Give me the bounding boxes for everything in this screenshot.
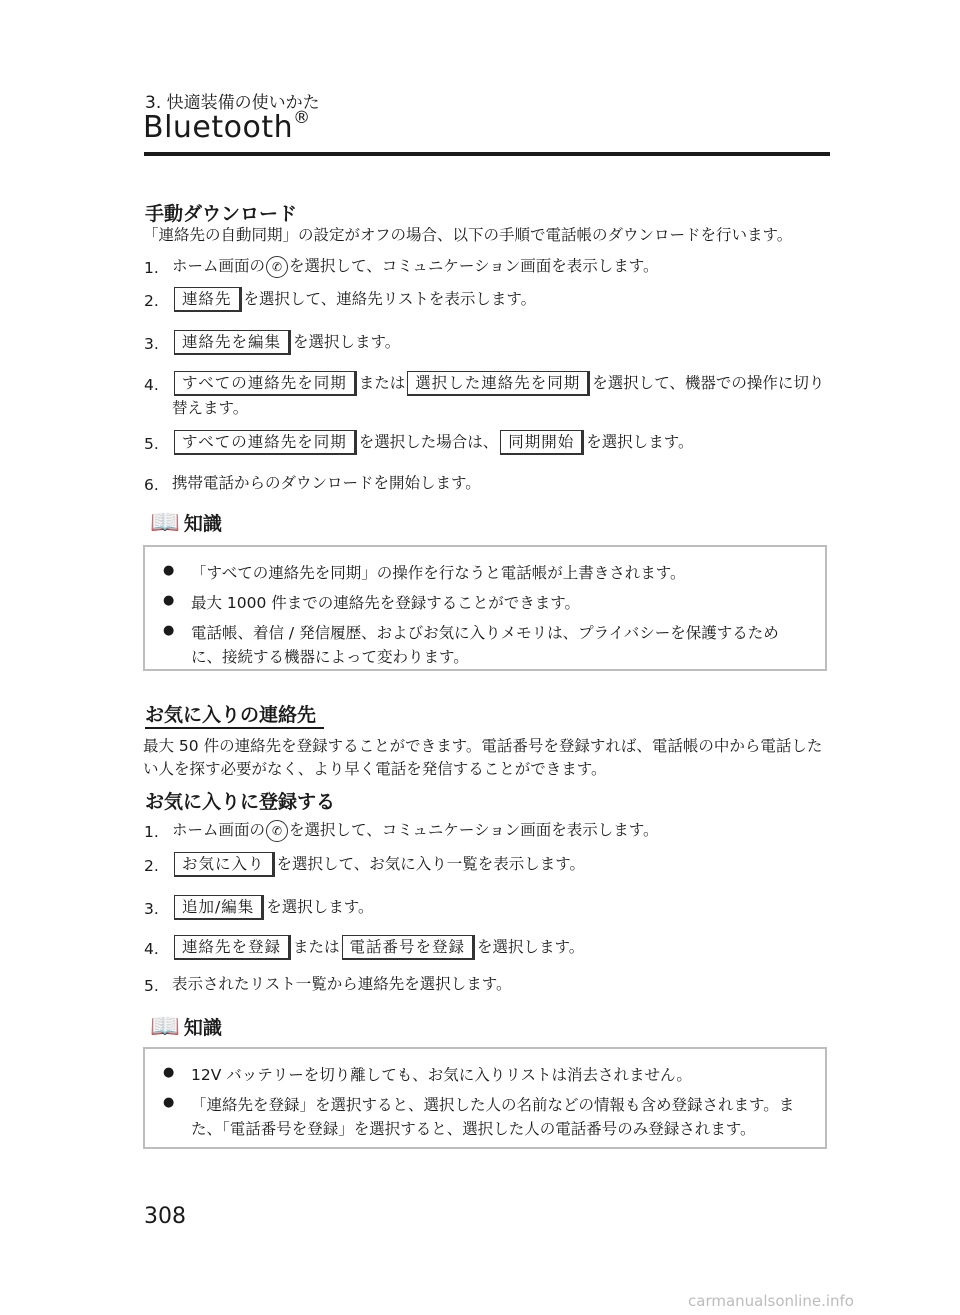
phone-icon: ✆: [266, 256, 288, 278]
knowledge-item: ● 電話帳、着信 / 発信履歴、およびお気に入りメモリは、プライバシーを保護するために、接続する機器によって変わります。: [159, 621, 809, 669]
watermark: carmanualsonline.info: [688, 1292, 854, 1310]
knowledge-box: [143, 1047, 827, 1149]
chapter-title: 3. 快適装備の使いかた: [145, 93, 320, 113]
book-icon: 📖: [150, 508, 180, 536]
section-intro: 「連絡先の自動同期」の設定がオフの場合、以下の手順で電話帳のダウンロードを行います。: [143, 226, 793, 244]
knowledge-item: ● 12V バッテリーを切り離しても、お気に入りリストは消去されません。: [159, 1063, 809, 1087]
page-title: Bluetooth®: [143, 108, 311, 145]
phone-icon: ✆: [266, 820, 288, 842]
knowledge-item: ● 「連絡先を登録」を選択すると、選択した人の名前などの情報も含め登録されます。また、「電話番号を登録」を選択すると、選択した人の電話番号のみ登録されます。: [159, 1093, 809, 1141]
step-item: 1. ホーム画面の ✆ を選択して、コミュニケーション画面を表示します。: [144, 257, 659, 277]
sync-all-contacts-button[interactable]: すべての連絡先を同期: [174, 371, 357, 396]
book-icon: 📖: [150, 1012, 180, 1040]
subheading-register-favorites: お気に入りに登録する: [145, 791, 336, 813]
step-item: 5. すべての連絡先を同期 を選択した場合は、 同期開始 を選択します。: [144, 430, 834, 455]
registered-mark: ®: [293, 108, 311, 128]
add-edit-button[interactable]: 追加/編集: [174, 895, 264, 920]
register-phone-number-button[interactable]: 電話番号を登録: [342, 935, 476, 960]
edit-contacts-button[interactable]: 連絡先を編集: [174, 330, 291, 355]
knowledge-header: 📖 知識: [150, 1012, 222, 1040]
section-intro: 最大 50 件の連絡先を登録することができます。電話番号を登録すれば、電話帳の中から電話したい人を探す必要がなく、より早く電話を発信することができます。: [143, 737, 823, 779]
contacts-button[interactable]: 連絡先: [174, 287, 242, 312]
start-sync-button[interactable]: 同期開始: [500, 430, 584, 455]
step-item: 1. ホーム画面の ✆ を選択して、コミュニケーション画面を表示します。: [144, 821, 659, 841]
register-contact-button[interactable]: 連絡先を登録: [174, 935, 291, 960]
knowledge-header: 📖 知識: [150, 508, 222, 536]
step-item: 2. 連絡先 を選択して、連絡先リストを表示します。: [144, 287, 834, 312]
knowledge-item: ● 最大 1000 件までの連絡先を登録することができます。: [159, 591, 809, 615]
favorites-button[interactable]: お気に入り: [174, 852, 275, 877]
step-item: 3. 追加/編集 を選択します。: [144, 895, 834, 920]
step-item: 3. 連絡先を編集 を選択します。: [144, 330, 834, 355]
sync-all-contacts-button[interactable]: すべての連絡先を同期: [174, 430, 357, 455]
title-rule: [144, 152, 830, 156]
section-heading-favorites: お気に入りの連絡先: [145, 700, 324, 729]
step-item: 5. 表示されたリスト一覧から連絡先を選択します。: [144, 975, 512, 995]
section-heading-manual-download: 手動ダウンロード: [145, 203, 298, 225]
knowledge-box: [143, 545, 827, 671]
step-item: 2. お気に入り を選択して、お気に入り一覧を表示します。: [144, 852, 834, 877]
step-item: 6. 携帯電話からのダウンロードを開始します。: [144, 474, 481, 494]
page-number: 308: [144, 1204, 186, 1229]
step-item: 4. すべての連絡先を同期 または 選択した連絡先を同期 を選択して、機器での操作に切り替えます。: [144, 371, 834, 420]
sync-selected-contacts-button[interactable]: 選択した連絡先を同期: [407, 371, 590, 396]
knowledge-item: ● 「すべての連絡先を同期」の操作を行なうと電話帳が上書きされます。: [159, 561, 809, 585]
step-item: 4. 連絡先を登録 または 電話番号を登録 を選択します。: [144, 935, 834, 960]
